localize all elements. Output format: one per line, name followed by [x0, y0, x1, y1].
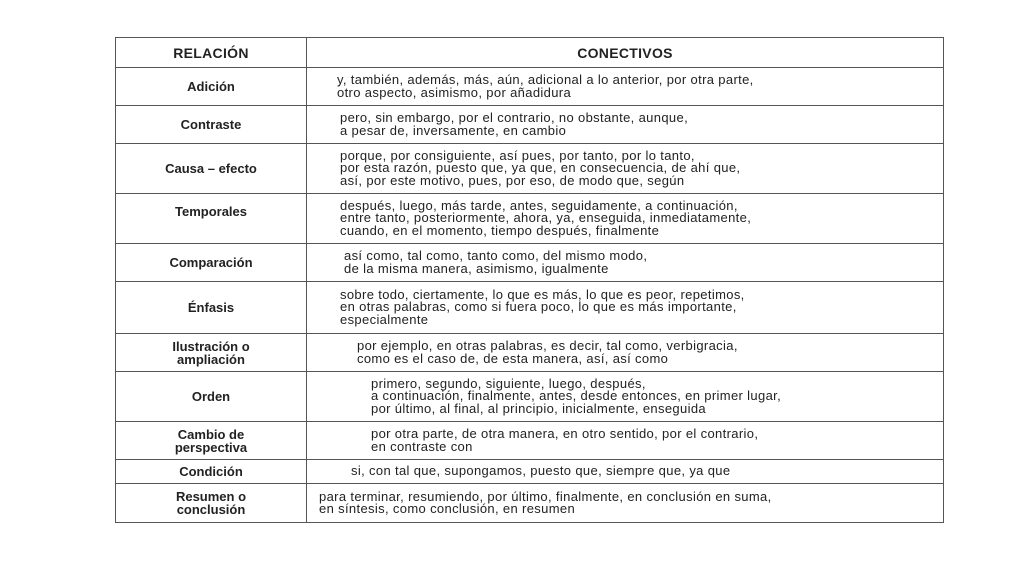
connectives-cell: por otra parte, de otra manera, en otro sentido, por el contrario, en contraste con: [307, 422, 944, 460]
connectives-cell: después, luego, más tarde, antes, seguidamente, a continuación, entre tanto, posteriormente, ahora, ya, enseguida, inmediatamente, cuando, en el momento, tiempo después, finalmente: [307, 194, 944, 244]
table-row-temporales: [116, 194, 944, 244]
relation-cell: Cambio de perspectiva: [116, 422, 307, 460]
connectives-cell: por ejemplo, en otras palabras, es decir, tal como, verbigracia, como es el caso de, de esta manera, así, así como: [307, 334, 944, 372]
table-row-orden: [116, 372, 944, 422]
table-row-comparacion: [116, 244, 944, 282]
connectives-cell: si, con tal que, supongamos, puesto que, siempre que, ya que: [307, 460, 944, 484]
connectives-cell: porque, por consiguiente, así pues, por tanto, por lo tanto, por esta razón, puesto que, ya que, en consecuencia, de ahí que, así, por este motivo, pues, por eso, de modo que, según: [307, 144, 944, 194]
connectives-cell: así como, tal como, tanto como, del mismo modo, de la misma manera, asimismo, igualmente: [307, 244, 944, 282]
relation-cell: Contraste: [116, 106, 307, 144]
table-row-enfasis: [116, 282, 944, 334]
relation-cell: Ilustración o ampliación: [116, 334, 307, 372]
header-conectivos: CONECTIVOS: [307, 38, 944, 68]
relation-cell: Adición: [116, 68, 307, 106]
relation-cell: Resumen o conclusión: [116, 484, 307, 523]
relation-cell: Causa – efecto: [116, 144, 307, 194]
connectives-cell: pero, sin embargo, por el contrario, no obstante, aunque, a pesar de, inversamente, en cambio: [307, 106, 944, 144]
table-row-ilustracion: [116, 334, 944, 372]
relation-cell: Énfasis: [116, 282, 307, 334]
connectors-table: [115, 37, 944, 523]
table-row-resumen: [116, 484, 944, 523]
relation-cell: Condición: [116, 460, 307, 484]
connectives-cell: sobre todo, ciertamente, lo que es más, lo que es peor, repetimos, en otras palabras, como si fuera poco, lo que es más importante, especialmente: [307, 282, 944, 334]
header-row: [116, 38, 944, 68]
connectives-cell: para terminar, resumiendo, por último, finalmente, en conclusión en suma, en síntesis, como conclusión, en resumen: [307, 484, 944, 523]
table-row-cambio-perspectiva: [116, 422, 944, 460]
table-row-condicion: [116, 460, 944, 484]
table-row-contraste: [116, 106, 944, 144]
table-row-adicion: [116, 68, 944, 106]
table-row-causa-efecto: [116, 144, 944, 194]
connectives-cell: y, también, además, más, aún, adicional a lo anterior, por otra parte, otro aspecto, asimismo, por añadidura: [307, 68, 944, 106]
connectives-cell: primero, segundo, siguiente, luego, después, a continuación, finalmente, antes, desde entonces, en primer lugar, por último, al final, al principio, inicialmente, enseguida: [307, 372, 944, 422]
relation-cell: Temporales: [116, 194, 307, 244]
relation-cell: Orden: [116, 372, 307, 422]
header-relacion: RELACIÓN: [116, 38, 307, 68]
relation-cell: Comparación: [116, 244, 307, 282]
